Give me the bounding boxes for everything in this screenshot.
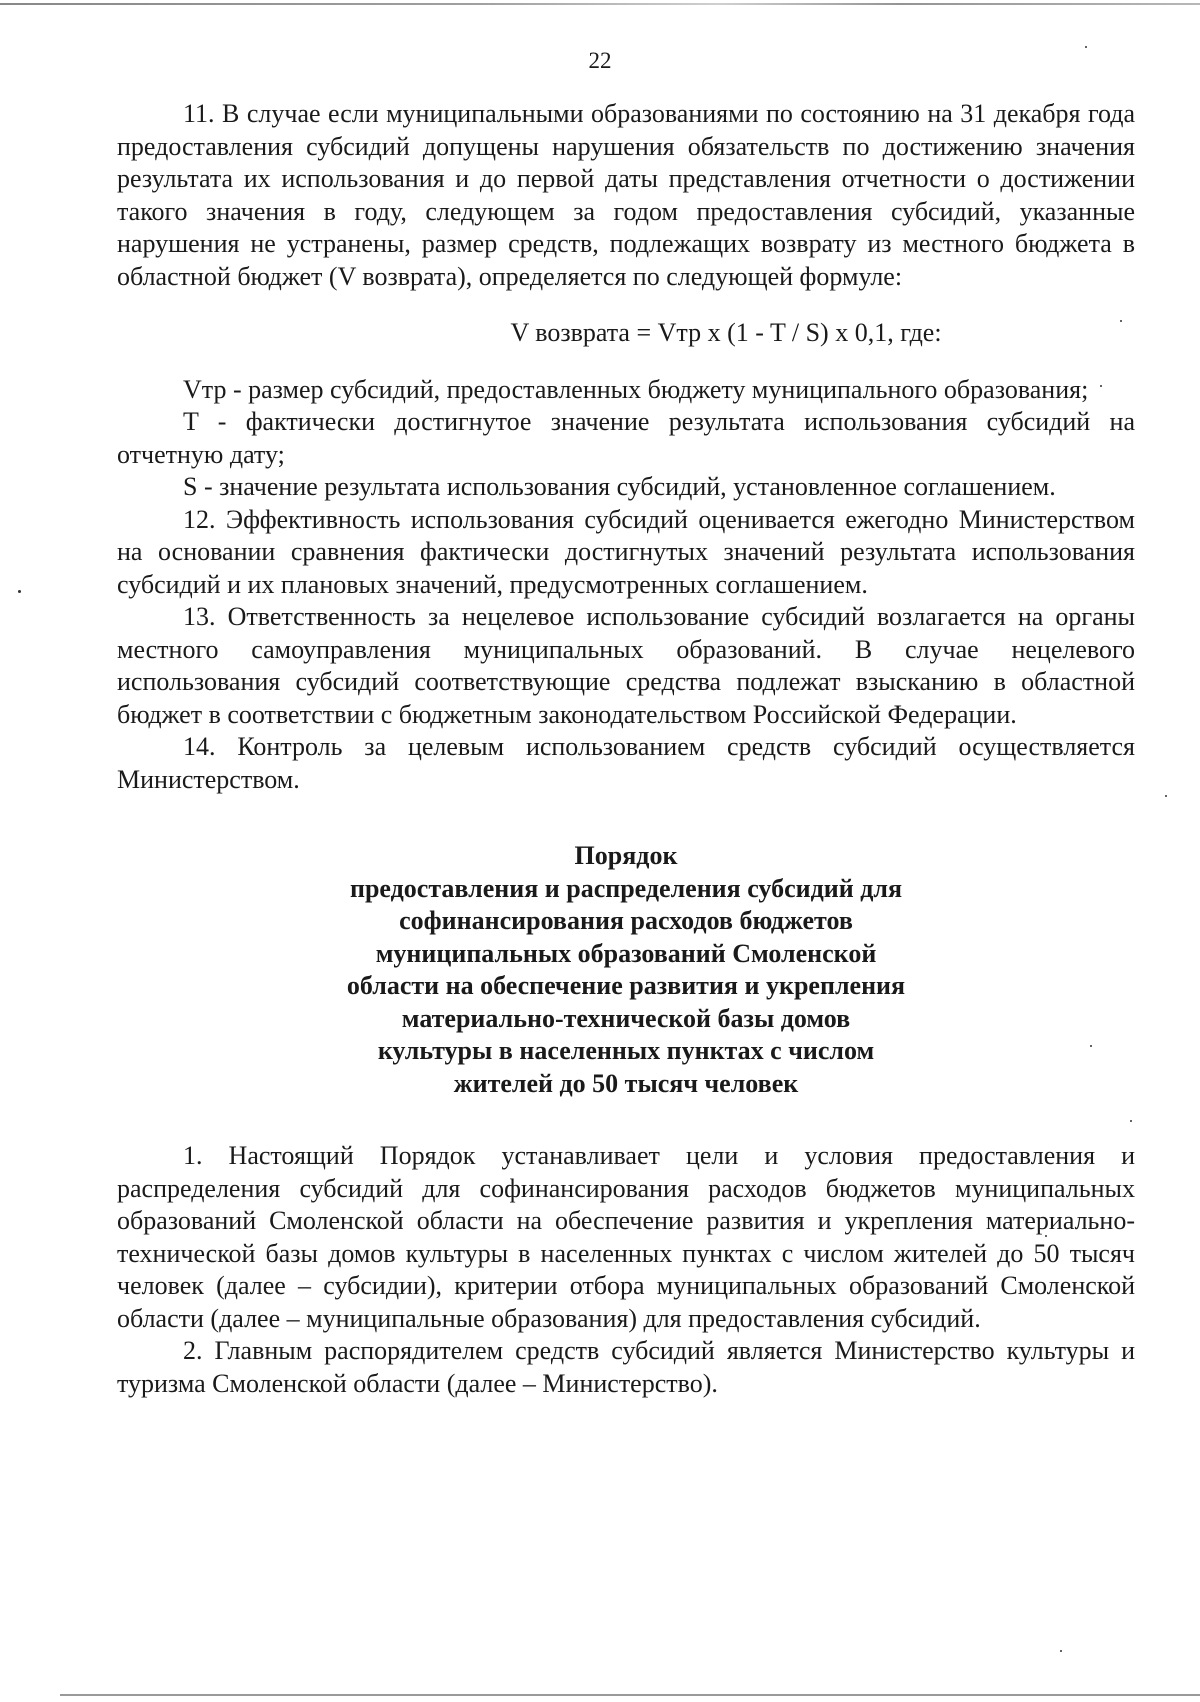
heading-line: софинансирования расходов бюджетов xyxy=(399,906,853,935)
paragraph-11: 11. В случае если муниципальными образованиями по состоянию на 31 декабря года предоставления субсидий допущены нарушения обязательств по достижению значения результата их использования и до первой даты представления отчетности о достижении такого значения в году, следующем за годом предоставления субсидий, указанные нарушения не устранены, размер средств, подлежащих возврату из местного бюджета в областной бюджет (V возврата), определяется по следующей формуле: xyxy=(117,99,1135,291)
document-body xyxy=(117,98,1135,1400)
paragraph-12: 12. Эффективность использования субсидий оценивается ежегодно Министерством на основании сравнения фактически достигнутых значений результата использования субсидий и их плановых значений, предусмотренных соглашением. xyxy=(117,504,1135,599)
scan-speck xyxy=(1045,1235,1047,1237)
definition-vtr: Vтр - размер субсидий, предоставленных бюджету муниципального образования; xyxy=(183,374,1089,404)
scan-edge-bottom xyxy=(60,1694,1200,1696)
definition-t: T - фактически достигнутое значение результата использования субсидий на отчетную дату; xyxy=(117,407,1135,469)
scan-speck xyxy=(1130,1120,1132,1122)
paragraph-14: 14. Контроль за целевым использованием средств субсидий осуществляется Министерством. xyxy=(117,732,1135,794)
page-number: 22 xyxy=(588,48,612,73)
scan-speck xyxy=(1120,320,1122,322)
scan-speck xyxy=(1165,795,1167,797)
heading-line: культуры в населенных пунктах с числом xyxy=(377,1036,875,1065)
paragraph-2: 2. Главным распорядителем средств субсидий является Министерство культуры и туризма Смоленской области (далее – Министерство). xyxy=(117,1336,1135,1398)
heading-line: муниципальных образований Смоленской xyxy=(375,938,877,968)
definition-s: S - значение результата использования субсидий, установленное соглашением. xyxy=(183,472,1056,501)
scan-speck xyxy=(1085,46,1087,48)
scan-speck xyxy=(1090,1045,1092,1047)
scan-edge-top xyxy=(0,3,1200,5)
scan-speck xyxy=(1100,385,1102,387)
heading-line: жителей до 50 тысяч человек xyxy=(453,1068,799,1098)
scan-speck xyxy=(1060,1650,1062,1652)
heading-line: материально-технической базы домов xyxy=(401,1003,851,1033)
scan-speck xyxy=(18,590,21,593)
heading-line: предоставления и распределения субсидий для xyxy=(349,873,903,903)
paragraph-1: 1. Настоящий Порядок устанавливает цели и условия предоставления и распределения субсидий для софинансирования расходов бюджетов муниципальных образований Смоленской области на обеспечение развития и укрепления материально-технической базы домов культуры в населенных пунктах с числом жителей до 50 тысяч человек (далее – субсидии), критерии отбора муниципальных образований Смоленской области (далее – муниципальные образования) для предоставления субсидий. xyxy=(117,1141,1135,1333)
section-heading xyxy=(117,840,1135,1100)
heading-line: области на обеспечение развития и укрепления xyxy=(346,971,906,1000)
formula: V возврата = Vтр x (1 - T / S) x 0,1, где: xyxy=(510,318,942,347)
heading-line: Порядок xyxy=(574,841,678,870)
paragraph-13: 13. Ответственность за нецелевое использование субсидий возлагается на органы местного самоуправления муниципальных образований. В случае нецелевого использования субсидий соответствующие средства подлежат взысканию в областной бюджет в соответствии с бюджетным законодательством Российской Федерации. xyxy=(117,602,1135,729)
